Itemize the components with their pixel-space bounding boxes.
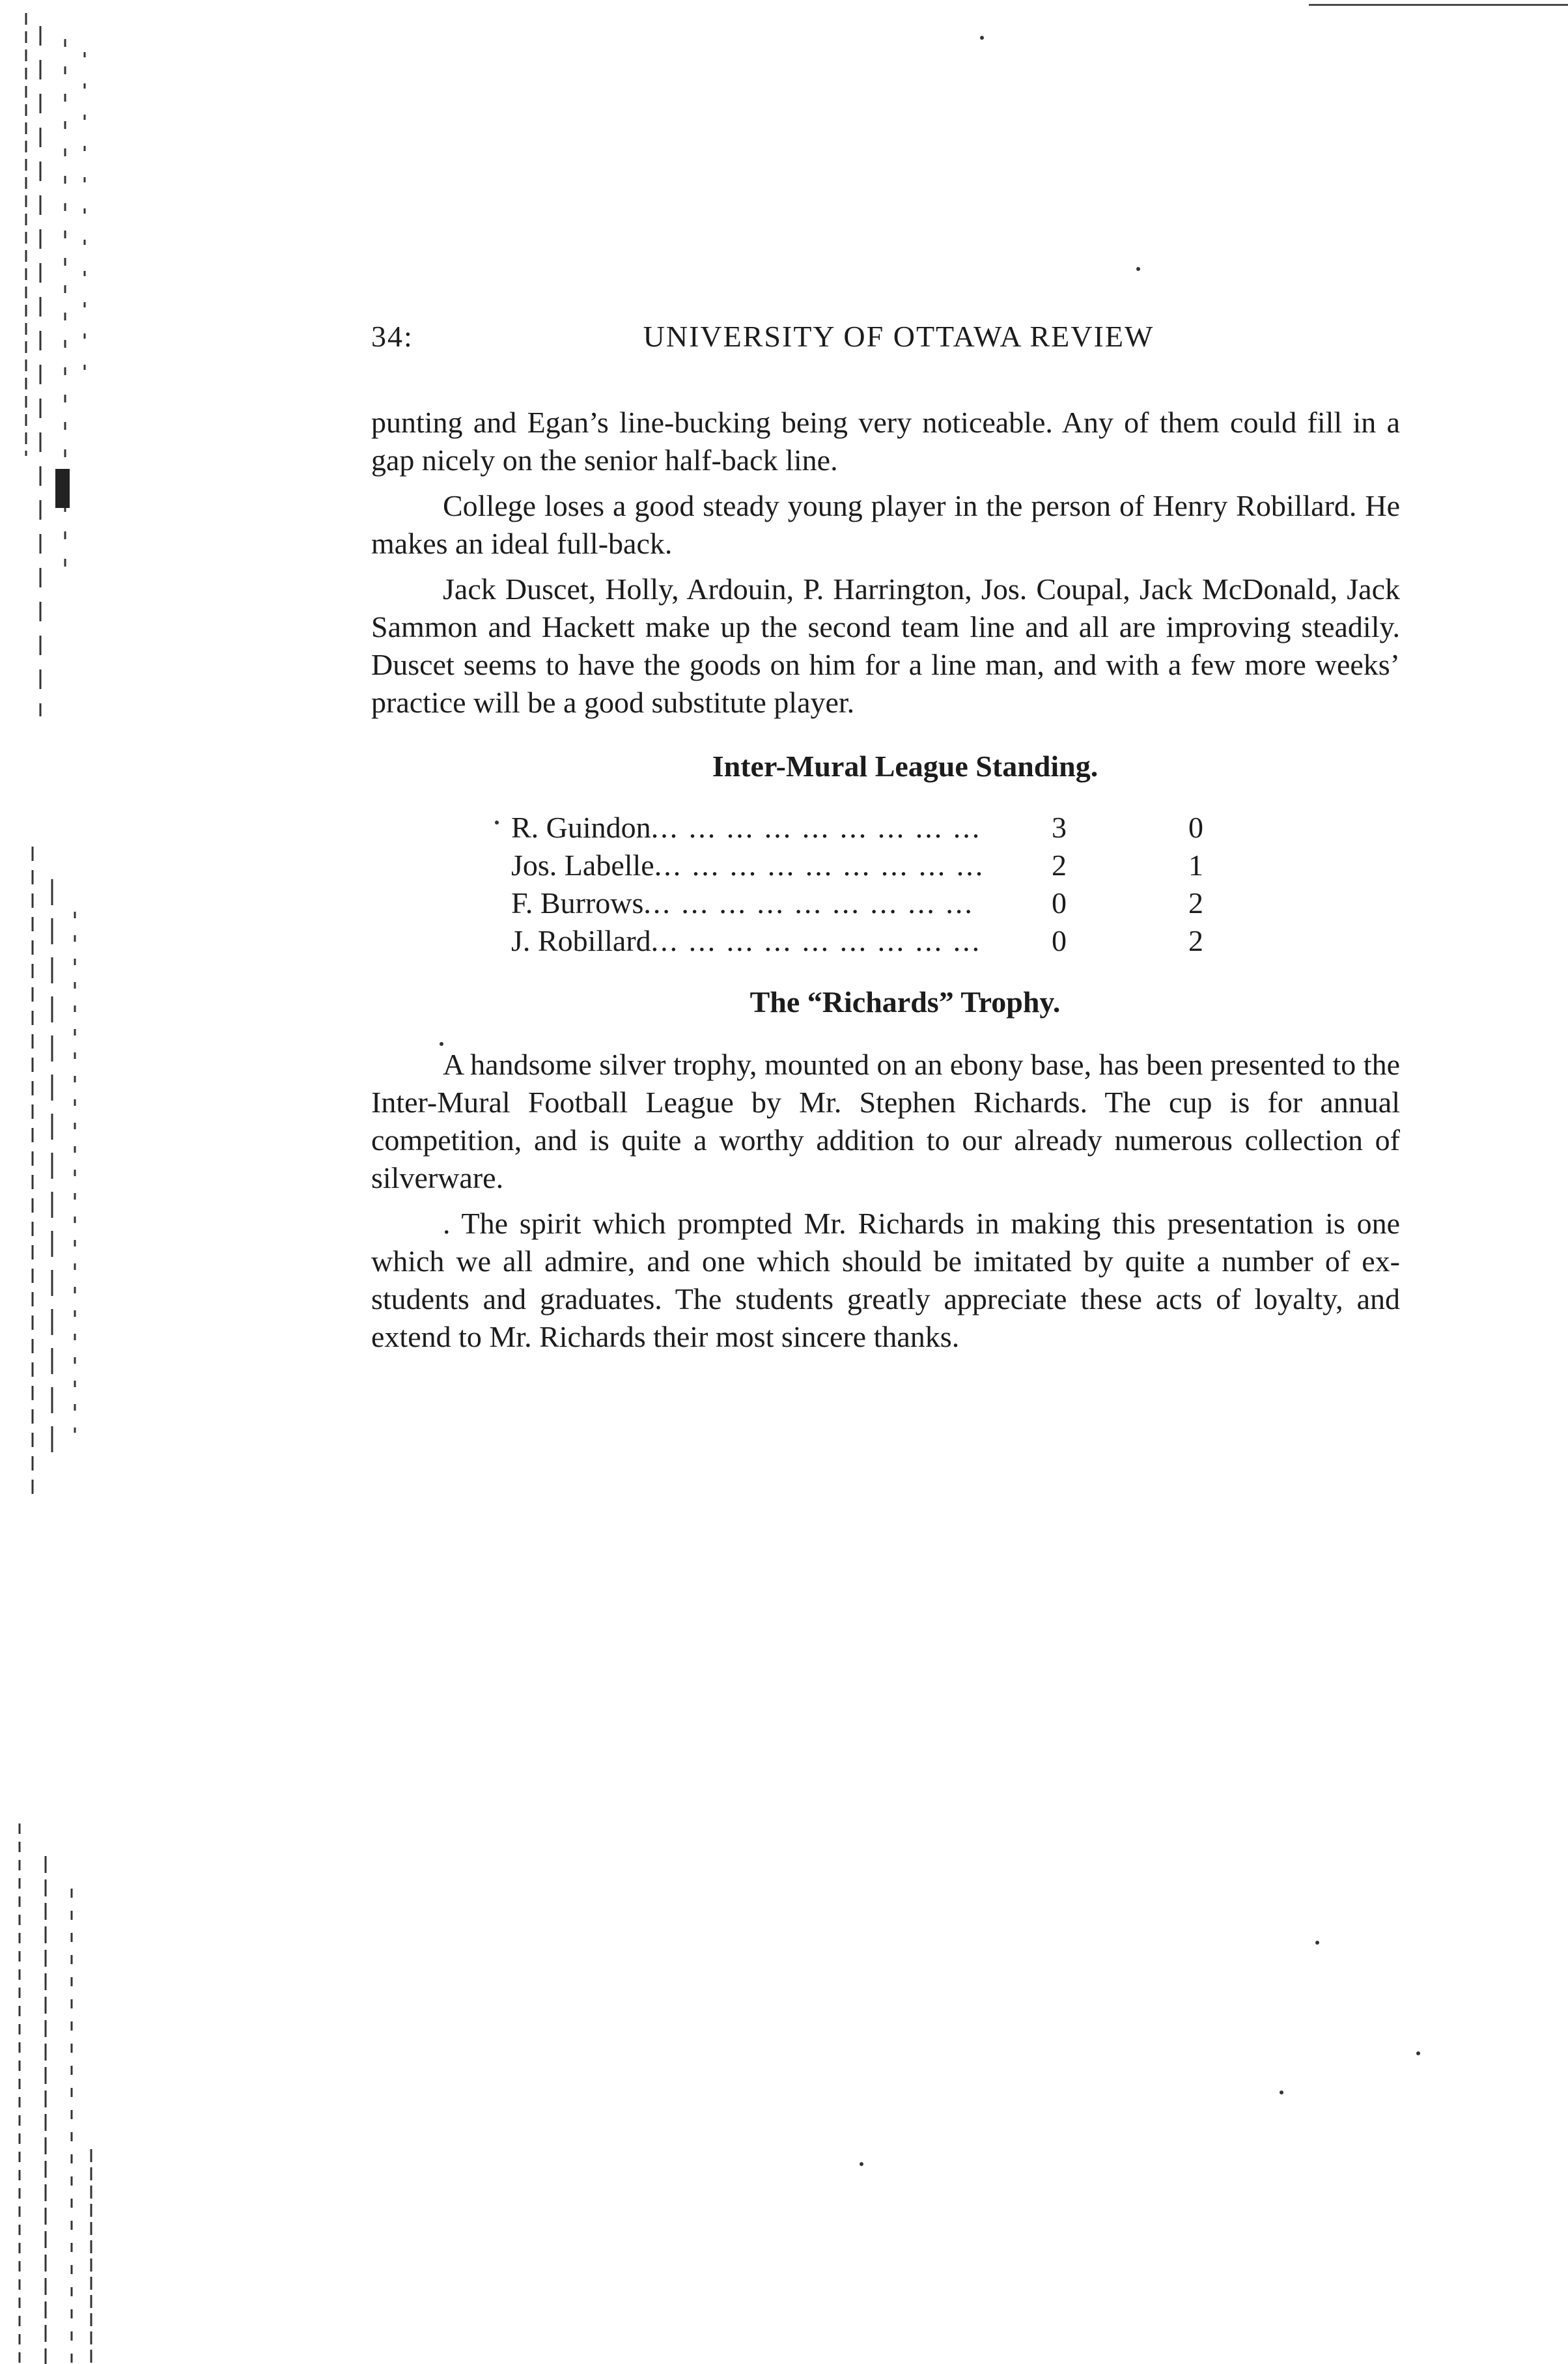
table-row bbox=[511, 922, 1253, 960]
table-row bbox=[511, 847, 1253, 884]
paragraph: . The spirit which prompted Mr. Richards in making this presentation is one which we all admire, and one which should be imitated by quite a number of ex-students and graduates. The students greatly appreciate these acts of loyalty, and extend to Mr. Richards their most sincere thanks. bbox=[371, 1207, 1400, 1353]
leader-dots: ... ... ... ... ... ... ... ... ... bbox=[651, 924, 982, 957]
leader-dots: ... ... ... ... ... ... ... ... ... bbox=[643, 886, 974, 920]
table-row bbox=[511, 884, 1253, 922]
standing-table bbox=[511, 809, 1253, 960]
won-cell: 3 bbox=[1052, 811, 1067, 844]
scan-top-rule bbox=[1309, 4, 1568, 6]
running-head bbox=[371, 319, 1400, 365]
won-cell: 0 bbox=[1052, 886, 1067, 920]
paragraph: College loses a good steady young player in the person of Henry Robillard. He makes an ideal full-back. bbox=[371, 489, 1400, 560]
standing-heading: Inter-Mural League Standing. bbox=[712, 750, 1099, 783]
lost-cell: 0 bbox=[1188, 811, 1203, 844]
document-page bbox=[371, 319, 1400, 1356]
leader-dots: ... ... ... ... ... ... ... ... ... bbox=[651, 811, 982, 844]
team-name: F. Burrows bbox=[511, 886, 644, 920]
lost-cell: 1 bbox=[1188, 849, 1203, 882]
page-number: 34: bbox=[371, 320, 413, 353]
won-cell: 2 bbox=[1052, 849, 1067, 882]
scan-speck bbox=[980, 36, 984, 40]
team-name: J. Robillard bbox=[511, 924, 651, 957]
scan-speck bbox=[1280, 2090, 1283, 2094]
team-name: Jos. Labelle bbox=[511, 849, 654, 882]
trophy-heading: The “Richards” Trophy. bbox=[749, 985, 1061, 1019]
team-name: R. Guindon bbox=[511, 811, 651, 844]
scan-speck bbox=[1315, 1941, 1319, 1945]
leader-dots: ... ... ... ... ... ... ... ... ... bbox=[654, 849, 985, 882]
won-cell: 0 bbox=[1052, 924, 1067, 957]
table-row bbox=[511, 809, 1253, 847]
paragraph: A handsome silver trophy, mounted on an ebony base, has been presented to the Inter-Mural Football League by Mr. Stephen Richards. The cup is for annual competition, and is quite a worthy addition to our already numerous collection of silverware. bbox=[371, 1048, 1400, 1194]
lost-cell: 2 bbox=[1188, 886, 1203, 920]
scan-speck bbox=[860, 2162, 863, 2166]
journal-title: UNIVERSITY OF OTTAWA REVIEW bbox=[643, 320, 1155, 353]
scan-speck bbox=[1416, 2051, 1420, 2055]
paragraph: Jack Duscet, Holly, Ardouin, P. Harrington, Jos. Coupal, Jack McDonald, Jack Sammon and Hackett make up the second team line and all are improving steadily. Duscet seems to have the goods on him for a line man, and with a few more weeks’ practice will be a good substitute player. bbox=[371, 572, 1400, 719]
lost-cell: 2 bbox=[1188, 924, 1203, 957]
paragraph: punting and Egan’s line-bucking being very noticeable. Any of them could fill in a gap nicely on the senior half-back line. bbox=[371, 406, 1400, 477]
scan-binding-edge bbox=[0, 0, 130, 2364]
scan-speck bbox=[1136, 267, 1140, 271]
